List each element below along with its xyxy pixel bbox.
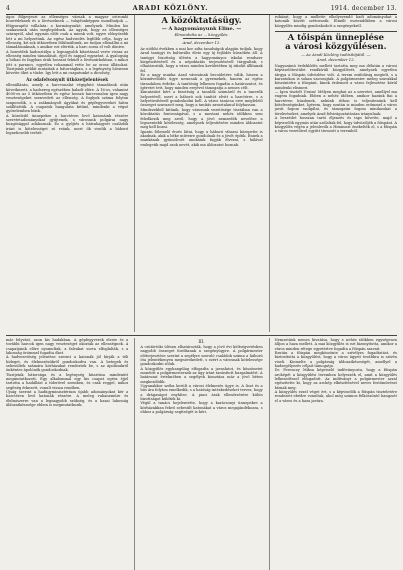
column-3-paragraph: ruházat, hogy a mellette elhelyezendő hadi adományokat a katonák között szétosszák. Elmúlt esztendőkben a városi közgyűlés mindig gondoskodott a szegényekről. xyxy=(274,15,397,28)
article-credit: — Az Aradi Közlöny tudósítójától. — xyxy=(301,52,371,58)
article-heading-foispan xyxy=(275,34,397,62)
column-3-paragraph: Nagyszámú érdeklődés mellett tartotta meg ma délután a városi képviselőtestület rendkívüli közgyűlését, amelynek egyetlen tárgya a főispán üdvözlése volt. A terem zsúfolásig megtelt, s a karzatokon is sokan szorongtak. A polgármester meleg szavakkal köszöntötte a főispánt, kinek érdemeit a város fejlesztése körül mindenki elismeri. xyxy=(274,64,397,90)
column-1-paragraph: ellenállásán, amely a harcvonalat végigfutó támadások után következett, a hadsereg egészében haladt előre. A 16-os, valamint 4000-es az 5 ütközetben és egész hosszú harcvonalon igen nagy veszteségeket szenvedett az ellenség. A foglyok száma folyton szaporodik, s a zsákmányolt ágyúkat és gépfegyvereket hátra szállították. A csapatok hangulata kitűnő, mindenki a végső győzelemben bízik. xyxy=(6,83,129,114)
column-1-paragraph: A honvédek hadosztálya a legnagyobb kitartással verte vissza az ellenség minden támadását, éjjel és nappal egyaránt. A gyalogság a hóban és fagyban órák hosszat feküdt a lövészárkokban, s mikor jött a parancs, egyetlen rohammal vette be az orosz állásokat. Tisztjeink példát mutattak a bátorságban, s a legénység hősiesen követte őket a tűzbe. Így lett a mi csapatunké a dicsőség. xyxy=(6,49,129,76)
article-title-line-2: a városi közgyűlésen. xyxy=(285,42,387,53)
lower-columns xyxy=(6,338,397,570)
article-heading-kozoktatasugy xyxy=(140,17,262,45)
column-1-paragraph: ágos fölgerjeszt az ellenséges várnak a magyar ostromló honvédeknek és a lövészeknek — tulajdonképpen mondhatjuk — félgyarapító vállalata: a kormányunké, amelynek. Minden kis szakaszunk után meglepődnek. Az agyuk, hogy az ellenséges szárnyról, ahol egymás előtt csak a mienk volt, egyre előnyösebb lett a mi helyzetünk. Az egész hadviselés legfőbb célja, hogy az ellenség, kit sok ütközetben fölülmúltunk, ne tudjon ellenállni a mi támadásunknak, s amikor ezt elértük, a harc sorsa el volt döntve. xyxy=(6,15,129,50)
column-3 xyxy=(269,15,397,332)
bottom-column-2 xyxy=(134,338,262,570)
bottom-column-2-paragraph: Ugyanakkor szóba került a városi élelmezés ügye is. A liszt és a hús ára folyton emelkedik, s a hatóság intézkedéseket tervez, hogy a drágaságot enyhítse. A piaci árak ellenőrzésére külön bizottságot küldtek ki. xyxy=(140,384,263,402)
column-2-paragraph: Kimutatást kért a bizottság a tanulók számáról és a tanerők helyzetéről, mert a háború sok tanítót elvitt a harctérre, s a helyettesítésről gondoskodni kell. A város tanácsa erre megfelelő összeget szavazott meg, hogy a tanítás zavartalanul folyhasson. xyxy=(140,90,263,108)
bottom-column-3 xyxy=(269,338,397,570)
upper-columns xyxy=(6,15,397,332)
article-title-line-1: A tőispán ünneplése xyxy=(287,33,385,44)
column-3-paragraph: — Igen tisztelt Uraim! Mélyen meghat az a szeretet, amellyel ma engem fogadnak. Ebben a nehéz időben, amikor hazánk fiai a harctéren küzdenek, nekünk itthon is teljesítenünk kell kötelességünket. Ígérem, hogy ezután is minden erőmmel a város javát fogom szolgálni, és támogatni fogom mindazokat a törekvéseket, amelyek Arad felvirágoztatására irányulnak. xyxy=(274,90,397,116)
column-3-paragraph: A beszédet hosszan tartó éljenzés és taps követte, majd a képviselők egymás után szólaltak fel, hogy üdvözöljék a főispánt. A közgyűlés végén a jelenlevők a Himnuszt énekelték el, s a főispán a város vezetőivel együtt távozott a teremből. xyxy=(274,116,397,134)
column-2-paragraph: Az utóbbi években a mai kor adta tanulságok alapján tudjuk, hogy Arad tanügyi és kulturális élete egy új fejlődés küszöbén áll. A tanügyi bizottság ülésén a hagyományos iskolai rendszer kiegészítéséről és a népoktatás terjesztéséről tárgyaltak, s elhatározták, hogy a város minden kerületében új iskolát állítanak fel. xyxy=(140,47,263,73)
bottom-column-3-paragraph: Nemzetünk nemes hivatása, hogy e nehéz időkben egységesen álljon a haza mellett. A mai közgyűlés is ezt bizonyította, amikor a város minden rétege egyetértve fogadta a főispán szavait. xyxy=(274,338,397,351)
column-2-paragraph: Mindezekből kitűnik, hogy városunk vezetősége tisztában van a közoktatás fontosságával, s a mostani nehéz időkben sem feledkezik meg arról, hogy a jövő nemzedék nevelése a legszentebb kötelesség, amelynek teljesítésére minden áldozatot meg kell hozni. xyxy=(140,107,263,130)
heading-rule xyxy=(183,38,220,39)
bottom-column-2-paragraph: A csütörtöki ülésen elhatározták, hogy a jövő évi költségvetésben nagyobb összeget fordítanak a szegényügyre. A polgármester előterjesztése szerint a segélyre szoruló családok száma a háború óta jelentékenyen megnövekedett, s ezért a városnak kötelessége gondoskodni róluk. xyxy=(140,345,263,367)
bottom-column-2-paragraph: Végül a tanács bejelentette, hogy a karácsonyi ünnepekre a kórházakban fekvő sebesült katonákat a város megajándékozza, s ehhez a polgárság segítségét is kéri. xyxy=(140,401,263,415)
bottom-column-3-paragraph: A közgyűlés ezzel véget ért, s a képviselők a főispán tiszteletére rendezett ebédre vonultak, ahol még számos felköszöntő hangzott el a város és a haza javára. xyxy=(274,390,397,403)
bottom-column-1-paragraph: Újság szerint a hadügyminisztérium újabb adományokat kér a harctéren levő katonák részére. A meleg ruhaneműre és élelmiszerre van a legnagyobb szükség, és a hazai lakosság áldozatkészsége ebben is megmutatkozik. xyxy=(6,390,129,408)
bottom-column-3-paragraph: Ezután a főispán megköszönte a szívélyes fogadtatást, és biztosította a közgyűlést, hogy a város ügyeit továbbra is szívén viseli. Kiemelte a polgárság áldozatkészségét, amellyel a hadsegélyezés céljait támogatja. xyxy=(274,351,397,369)
issue-date: 1914. december 13. xyxy=(330,4,397,12)
bottom-column-1 xyxy=(6,338,128,570)
bottom-column-2-paragraph: A közgyűlés egyhangúlag elfogadta a javaslatot, és köszönetet mondott a polgármesternek az ügy iránt tanúsított buzgalmáért. A határozat értelmében a segélyek kiosztása már a jövő héten megkezdődik. xyxy=(140,366,263,384)
bottom-column-1-paragraph: már folyvást, azon kis hadakban. A gépfegyverek eleste és a további harcok igen nagy veszteséget okoztak az ellenségnek. A csapatjaink előre nyomultak, a falvakat sorra elfoglalták, s a lakosság örömmel fogadta őket. xyxy=(6,338,129,356)
article-dateline: Arad, december 12. xyxy=(316,57,355,63)
bottom-column-1-paragraph: A hadvezetőség jelentése szerint a katonák jól bírják a téli hideget, és élelmezésükről gondoskodva van. A betegek és sebesültek számára kórházakat rendeztek be, s az ápolásukról önkéntes ápolónők gondoskodnak. xyxy=(6,355,129,373)
bottom-column-3-paragraph: Dr. Ferenczy Miksa képviselő indítványozta, hogy a főispán arcképét a közgyűlési teremben helyezzék el, amit a közgyűlés lelkesedéssel elfogadott. Az indítványt a polgármester azzal egészítette ki, hogy az arckép elkészítésével neves festőművészt bíznak meg. xyxy=(274,368,397,390)
article-credit: Elmondotta az ... közgyűlés. xyxy=(174,32,229,37)
column-2-paragraph: Igazán fölemelő érzés látni, hogy a háború viharai közepette is akadnak, akik a béke műveire gondolnak és a jövőt építik. Ennek a munkának gyümölcsét unokáink fogják élvezni, s hálával emlegetik majd azok nevét, akik ma áldozatot hoznak. xyxy=(140,129,263,147)
column-1-subhead: Az odafelvonyult ütközetjelentések xyxy=(26,76,109,82)
column-2 xyxy=(134,15,262,332)
bottom-column-1-paragraph: Tisztjeink bátorsága és a legénység kitartása mindenütt megmutatkozott. Egy alkalommal egy kis csapat egész éjjel tartotta a hadállást a túlerővel szemben, és csak reggel, mikor segítség érkezett, vonult vissza rendben. xyxy=(6,372,129,390)
column-2-paragraph: Ez a nagy munka Arad városának becsületére válik, hiszen a közművelődés ügye nemcsak a gyermekek, hanem az egész társadalom érdeke. A tanítóság lelkesen fogadta a határozatot, és ígéretet tett, hogy minden erejével támogatja a nemes célt. xyxy=(140,73,263,91)
page-divider xyxy=(6,335,397,336)
section-rule xyxy=(275,31,397,32)
column-1 xyxy=(6,15,128,332)
section-number: III. xyxy=(198,339,205,344)
column-1-paragraph: A közeledő ünnepekre a harctéren levő katonáink részére szeretetadományokat gyűjtenek, s városunk polgárai nagy buzgósággal adakoznak. Ez a gyűjtés a hátrahagyott családok iránt is kötelességet ró reánk, mert ők viselik a háború legnehezebb terhét. xyxy=(6,113,129,136)
masthead xyxy=(6,2,397,15)
page-number: 4 xyxy=(6,4,11,12)
article-dateline: Arad, december 12. xyxy=(182,40,221,45)
newspaper-title: ARADI KÖZLÖNY. xyxy=(132,4,209,12)
article-title: A közóktatásügy. xyxy=(161,16,242,26)
article-subtitle: — A hagyományunk Eline. — xyxy=(161,26,242,32)
